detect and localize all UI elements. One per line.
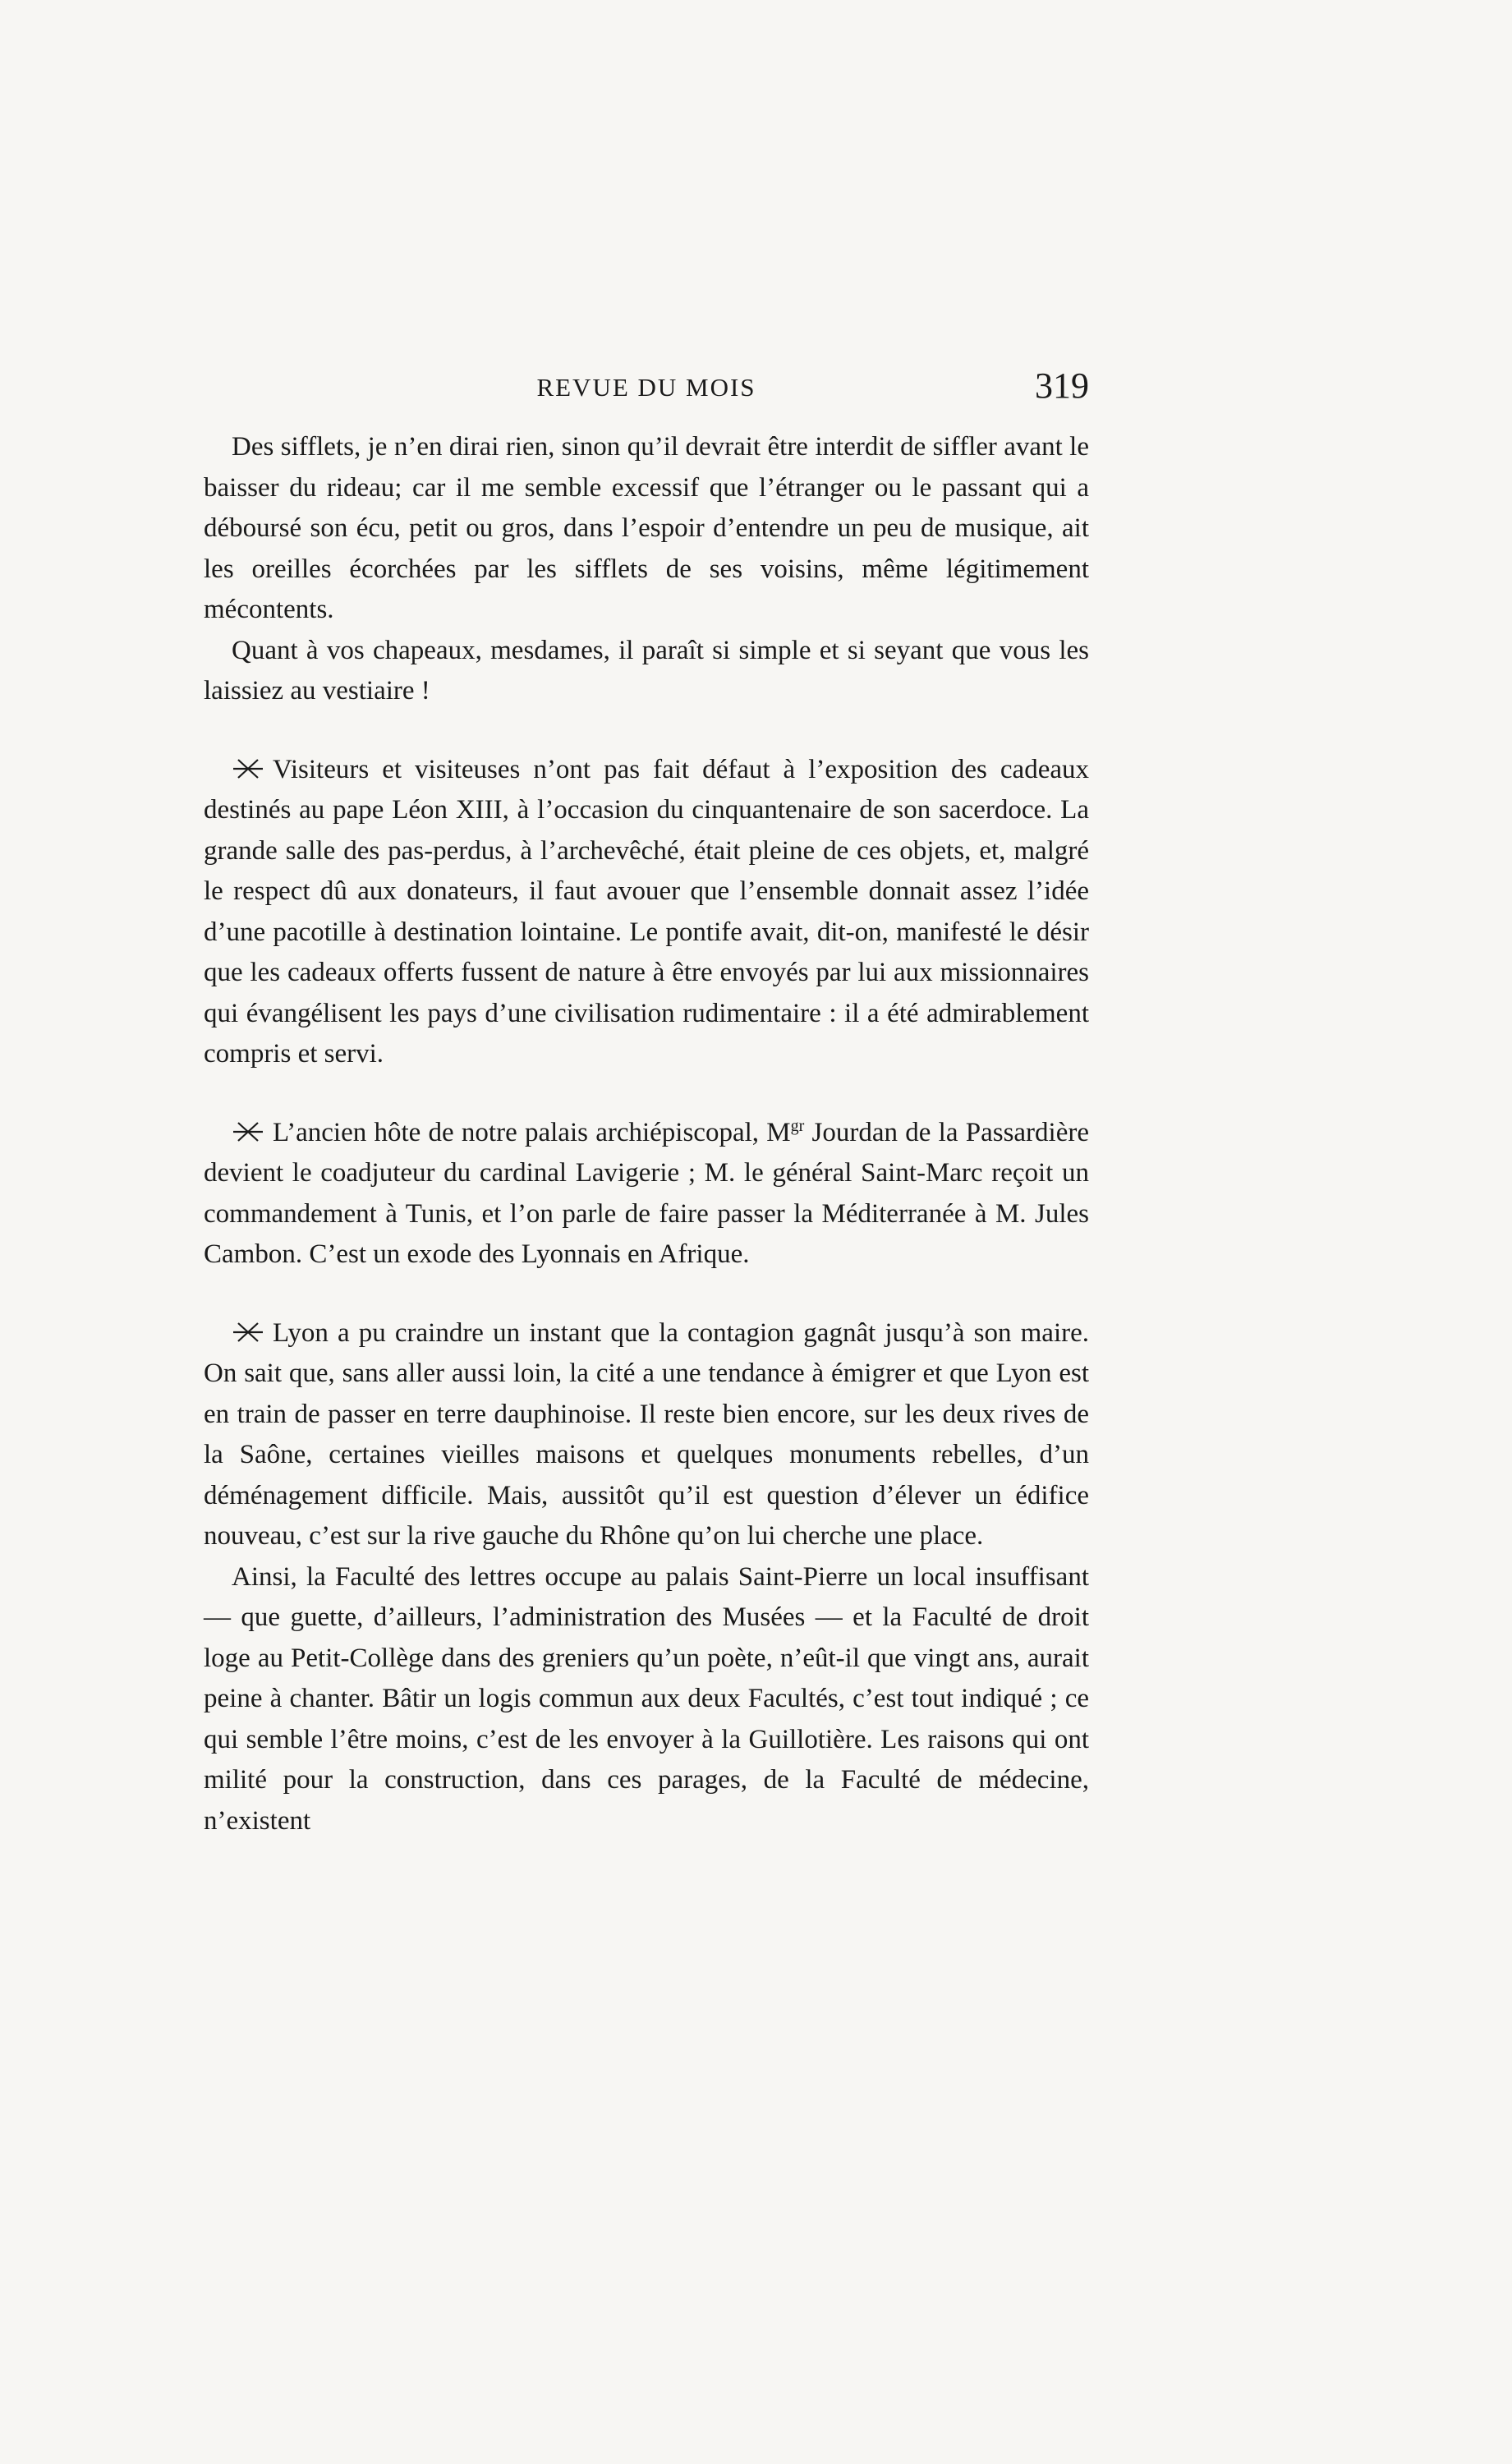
- superscript-gr: gr: [790, 1116, 805, 1135]
- paragraph-ancien-hote: [204, 1113, 1089, 1276]
- asterism-star-icon: [232, 1322, 264, 1343]
- running-title: REVUE DU MOIS: [536, 373, 756, 402]
- paragraph-sifflets: Des sifflets, je n’en dirai rien, sinon qu’il devrait être interdit de siffler avant le baisser du rideau; car il me semble excessif que l’étranger ou le passant qui a déboursé son écu, petit ou gros, dans l’espoir d’entendre un peu de musique, ait les oreilles écorchées par les sifflets de ses voisins, même légitimement mécontents.: [204, 432, 1089, 624]
- asterism-star-icon: [232, 758, 264, 779]
- running-head: [204, 361, 1089, 411]
- paragraph-lyon: [204, 1313, 1089, 1557]
- paragraph-lyon-text: Lyon a pu craindre un instant que la contagion gagnât jusqu’à son maire. On sait que, sans aller aussi loin, la cité a une tendance à émigrer et que Lyon est en train de passer en terre dauphinoise. Il reste bien encore, sur les deux rives de la Saône, certaines vieilles maisons et quelques monuments rebelles, d’un déménagement difficile. Mais, aussitôt qu’il est question d’élever un édifice nouveau, c’est sur la rive gauche du Rhône qu’on lui cherche une place.: [204, 1317, 1089, 1551]
- paragraph-exposition: [204, 750, 1089, 1075]
- page-number: 319: [1035, 365, 1089, 406]
- paragraph-ancien-hote-text-b: Jourdan de la Passardière devient le coadjuteur du cardinal Lavigerie ; M. le général Saint-Marc reçoit un commandement à Tunis, et l’on parle de faire passer la Méditerranée à M. Jules Cambon. C’est un exode des Lyonnais en Afrique.: [204, 1117, 1089, 1269]
- paragraph-chapeaux: Quant à vos chapeaux, mesdames, il paraît si simple et si seyant que vous les laissiez au vestiaire !: [204, 635, 1089, 706]
- paragraph-ancien-hote-text-a: L’ancien hôte de notre palais archiépiscopal, M: [273, 1117, 791, 1147]
- asterism-star-icon: [232, 1121, 264, 1142]
- paragraph-facultes: Ainsi, la Faculté des lettres occupe au palais Saint-Pierre un local insuffisant — que guette, d’ailleurs, l’administration des Musées — et la Faculté de droit loge au Petit-Collège dans des greniers qu’un poète, n’eût-il que vingt ans, aurait peine à chanter. Bâtir un logis commun aux deux Facultés, c’est tout indiqué ; ce qui semble l’être moins, c’est de les envoyer à la Guillotière. Les raisons qui ont milité pour la construction, dans ces parages, de la Faculté de médecine, n’existent: [204, 1561, 1089, 1836]
- paragraph-exposition-text: Visiteurs et visiteuses n’ont pas fait défaut à l’exposition des cadeaux destinés au pape Léon XIII, à l’occasion du cinquantenaire de son sacerdoce. La grande salle des pas-perdus, à l’archevêché, était pleine de ces objets, et, malgré le respect dû aux donateurs, il faut avouer que l’ensemble donnait assez l’idée d’une pacotille à destination lointaine. Le pontife avait, dit-on, manifesté le désir que les cadeaux offerts fussent de nature à être envoyés par lui aux missionnaires qui évangélisent les pays d’une civilisation rudimentaire : il a été admirablement compris et servi.: [204, 754, 1089, 1069]
- body-text: [204, 427, 1089, 1841]
